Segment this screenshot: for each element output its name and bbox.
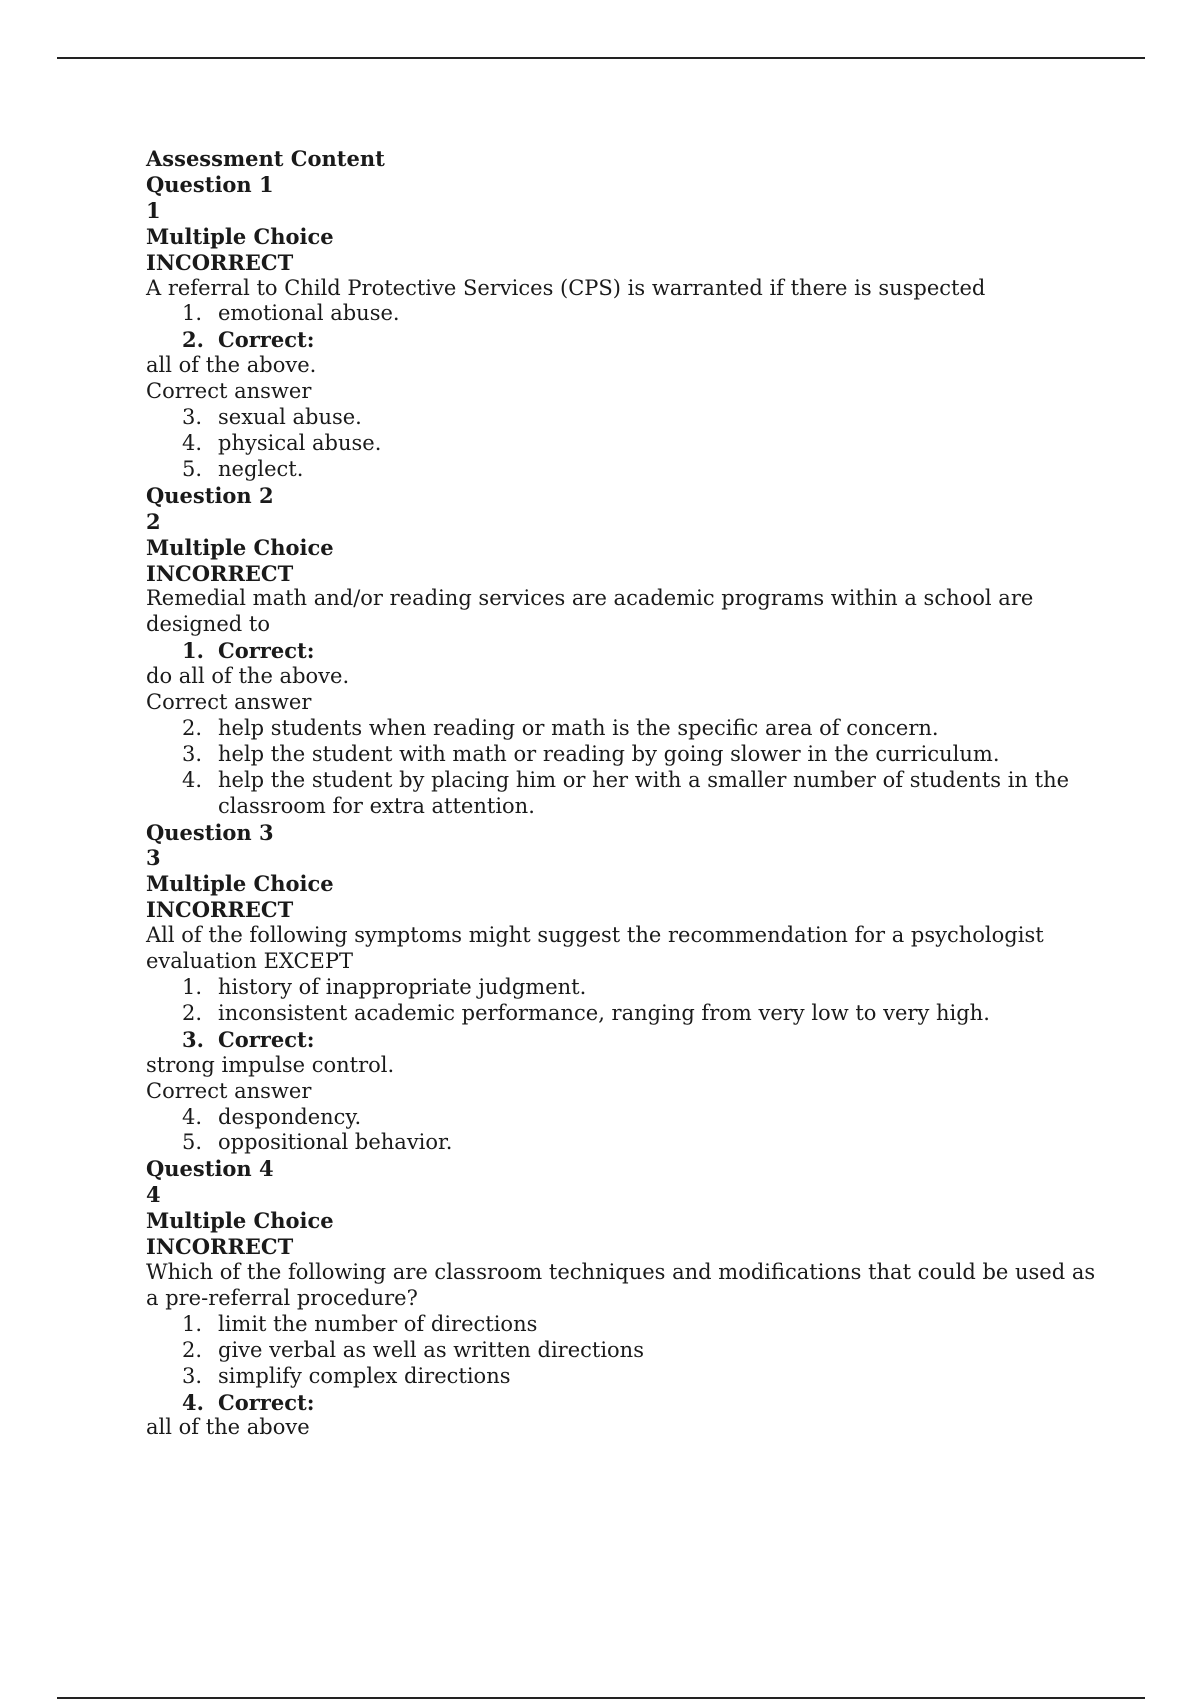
question-label: Question 2 [146,482,274,508]
option-number: 4. [182,430,203,455]
option-number: 3. [182,741,203,766]
option-number: 2. [182,715,203,740]
option-text: help the student with math or reading by going slower in the curriculum. [218,741,1000,766]
option-text: simplify complex directions [218,1363,511,1388]
option-text: help the student by placing him or her with a smaller number of students in the classroom for extra attention. [218,767,1070,818]
option-text: Correct: [218,1389,315,1415]
answer-option [146,1001,1096,1027]
document-header: Assessment Content [146,146,385,171]
option-number: 5. [182,1130,203,1155]
question-4 [146,1156,1096,1441]
question-number: 2 [146,508,161,534]
question-number: 3 [146,845,161,871]
question-type: Multiple Choice [146,1208,334,1234]
question-prompt: Which of the following are classroom techniques and modifications that could be used as a pre-referral procedure? [146,1259,1096,1310]
answer-option [146,405,1096,431]
option-text: physical abuse. [218,430,382,455]
question-status: INCORRECT [146,1234,294,1260]
question-prompt: All of the following symptoms might suggest the recommendation for a psychologist evaluation EXCEPT [146,923,1044,974]
answer-option [146,457,1096,483]
question-prompt: Remedial math and/or reading services are academic programs within a school are designed to [146,586,1034,637]
option-number: 2. [182,327,204,353]
question-number: 4 [146,1182,161,1208]
option-text: sexual abuse. [218,405,362,430]
question-1 [146,172,1096,483]
question-3 [146,820,1096,1157]
option-text: oppositional behavior. [218,1130,453,1155]
correct-answer-text: do all of the above. [146,664,350,689]
option-number: 3. [182,405,203,430]
option-number: 4. [182,767,203,792]
question-status: INCORRECT [146,249,294,275]
option-number: 1. [182,301,203,326]
question-label: Question 1 [146,171,274,197]
answer-option [146,1364,1096,1390]
answer-option-correct [146,1027,1096,1053]
answer-option [146,1105,1096,1131]
correct-answer-label: Correct answer [146,379,312,404]
option-text: give verbal as well as written directions [218,1337,644,1362]
correct-answer-text: all of the above [146,1415,310,1440]
question-type: Multiple Choice [146,534,334,560]
answer-option-correct [146,1390,1096,1416]
option-number: 4. [182,1104,203,1129]
answer-option [146,431,1096,457]
top-rule [57,57,1145,59]
answer-option [146,716,1096,742]
correct-answer-label: Correct answer [146,690,312,715]
answer-option [146,1312,1096,1338]
option-text: inconsistent academic performance, ranging from very low to very high. [218,1000,990,1025]
answer-option [146,1130,1096,1156]
answer-option-correct [146,638,1096,664]
option-number: 1. [182,975,203,999]
answer-option [146,1338,1096,1364]
option-number: 1. [182,1311,203,1336]
option-text: history of inappropriate judgment. [218,975,587,999]
bottom-rule [57,1697,1145,1699]
correct-answer-label: Correct answer [146,1078,312,1103]
correct-answer-text: all of the above. [146,353,317,378]
question-label: Question 3 [146,819,274,845]
option-number: 4. [182,1389,204,1415]
answer-option [146,301,1096,327]
option-number: 3. [182,1026,204,1052]
question-2 [146,483,1096,820]
assessment-content [146,146,1096,1441]
answer-option-correct [146,327,1096,353]
option-text: Correct: [218,1026,315,1052]
answer-option [146,742,1096,768]
question-number: 1 [146,197,161,223]
option-number: 2. [182,1337,203,1362]
option-text: Correct: [218,327,315,353]
question-prompt: A referral to Child Protective Services (CPS) is warranted if there is suspected [146,275,986,300]
option-text: emotional abuse. [218,301,400,326]
option-number: 2. [182,1000,203,1025]
option-text: neglect. [218,456,304,481]
question-type: Multiple Choice [146,871,334,897]
option-text: despondency. [218,1104,362,1129]
option-text: help students when reading or math is the specific area of concern. [218,715,939,740]
option-number: 5. [182,456,203,481]
answer-option [146,975,1096,1001]
question-status: INCORRECT [146,560,294,586]
question-type: Multiple Choice [146,223,334,249]
question-label: Question 4 [146,1156,274,1182]
correct-answer-text: strong impulse control. [146,1052,395,1077]
option-number: 3. [182,1363,203,1388]
option-number: 1. [182,638,204,664]
answer-option [146,768,1096,820]
option-text: Correct: [218,638,315,664]
question-status: INCORRECT [146,897,294,923]
option-text: limit the number of directions [218,1311,538,1336]
